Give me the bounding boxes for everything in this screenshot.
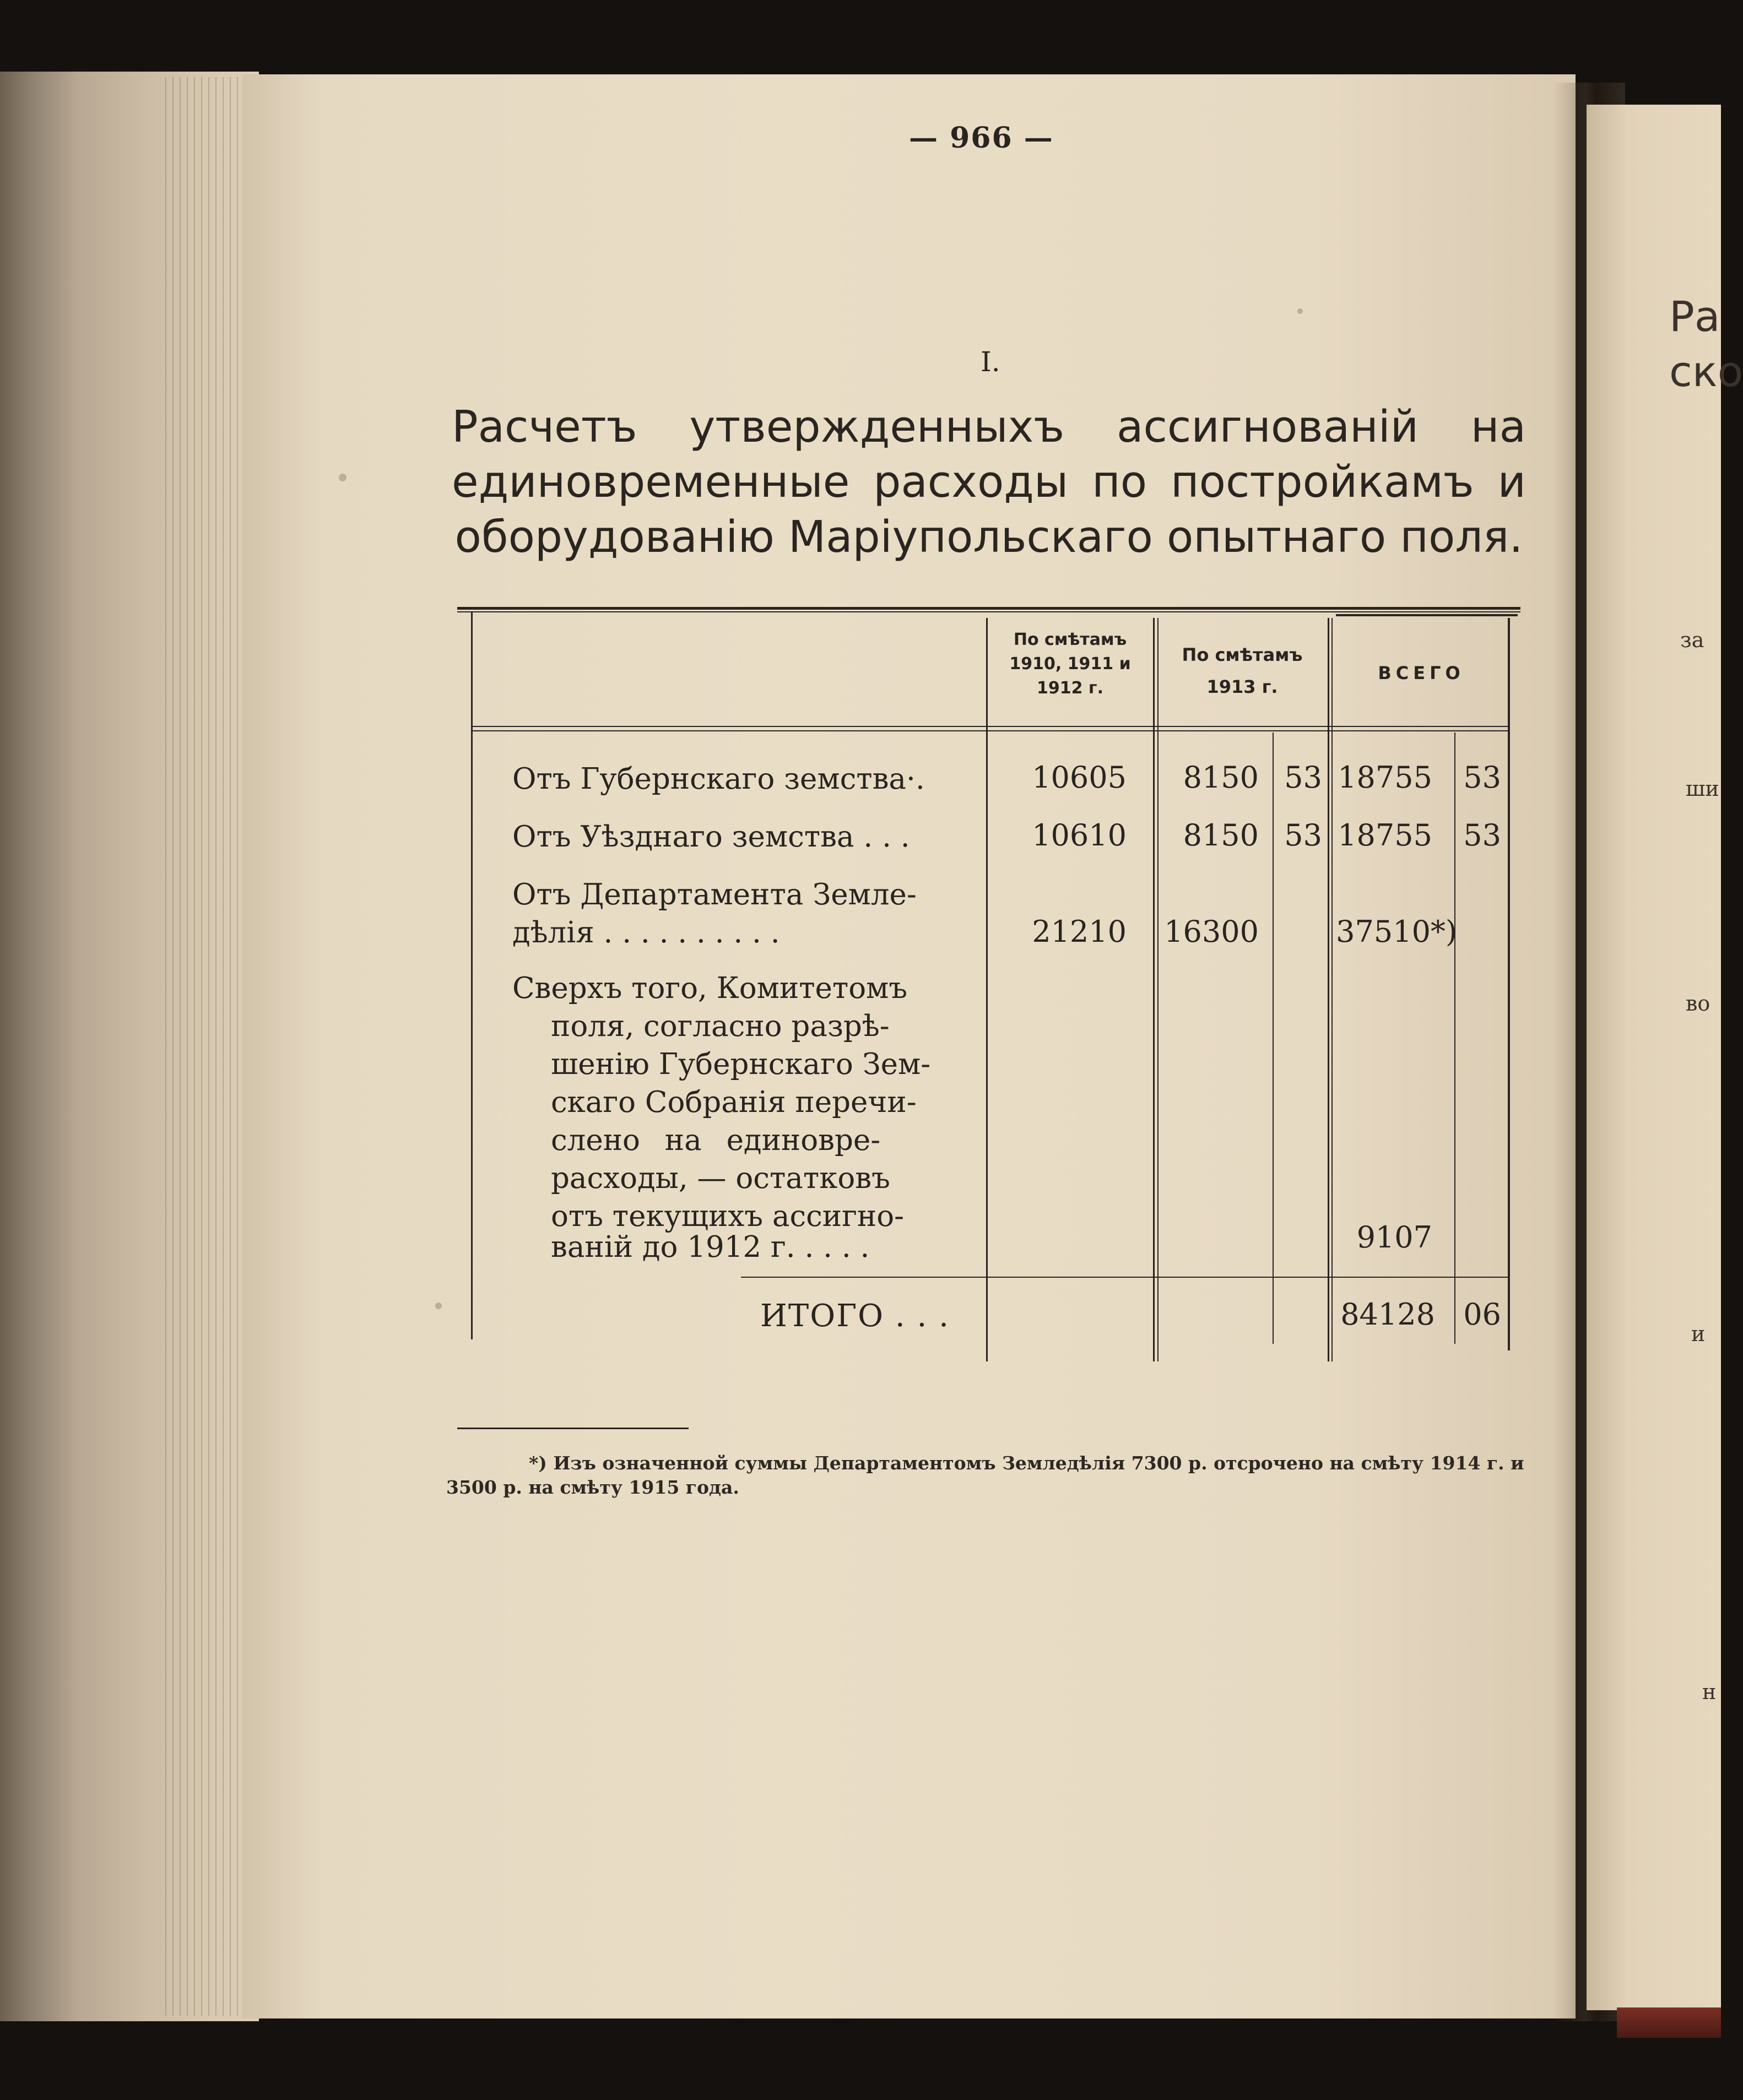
cell-r3-c3: 37510*) <box>1336 914 1457 949</box>
footnote: *) Изъ означенной суммы Департаментомъ Земледѣлія 7300 р. отсрочено на смѣту 1914 г. и 3500 р. на смѣту 1915 года. <box>446 1452 1524 1498</box>
cell-r3-c1: 21210 <box>1032 914 1127 949</box>
header-col-total: ВСЕГО <box>1378 663 1465 683</box>
cell-r2-c3-kop: 53 <box>1463 818 1501 853</box>
header-col-1910-1912: По смѣтамъ 1910, 1911 и 1912 г. <box>1009 630 1131 698</box>
cell-r4-c3: 9107 <box>1356 1220 1432 1255</box>
row-label-sverkh-3: шенію Губернскаго Зем- <box>551 1048 931 1081</box>
row-label-sverkh-4: скаго Собранія перечи- <box>551 1086 917 1119</box>
cell-r1-c3-kop: 53 <box>1463 760 1501 795</box>
section-number: I. <box>981 346 1000 378</box>
total-label: ИТОГО . . . <box>760 1298 950 1334</box>
cell-r1-c1: 10605 <box>1032 760 1127 795</box>
cell-r1-c3: 18755 <box>1338 760 1432 795</box>
cell-r2-c1: 10610 <box>1032 818 1127 853</box>
book-cover-edge <box>1617 2007 1721 2038</box>
total-c3: 84128 <box>1340 1297 1435 1332</box>
facing-fragment-1: за <box>1680 628 1704 652</box>
paper-spot <box>1297 308 1303 314</box>
row-label-sverkh-2: поля, согласно разрѣ- <box>551 1010 890 1043</box>
header-col-1913: По смѣтамъ 1913 г. <box>1182 644 1303 697</box>
row-label-sverkh-1: Сверхъ того, Комитетомъ <box>512 972 908 1005</box>
total-c3-kop: 06 <box>1463 1297 1501 1332</box>
cell-r2-c2-kop: 53 <box>1284 818 1322 853</box>
facing-fragment-5: н <box>1702 1680 1717 1704</box>
row-label-gubernskoe: Отъ Губернскаго земства·. <box>512 762 925 796</box>
row-label-departament-1: Отъ Департамента Земле- <box>512 878 917 911</box>
cell-r1-c2-kop: 53 <box>1284 760 1322 795</box>
footnote-rule <box>457 1428 689 1429</box>
row-label-uezdnoe: Отъ Уѣзднаго земства . . . <box>512 820 910 854</box>
row-label-sverkh-6: расходы, — остатковъ <box>551 1162 890 1195</box>
facing-heading-line-1: Ра <box>1669 292 1720 341</box>
cell-r3-c2: 16300 <box>1164 914 1259 949</box>
row-label-departament-2: дѣлія . . . . . . . . . . <box>512 916 780 949</box>
row-label-sverkh-7: отъ текущихъ ассигно- <box>551 1200 905 1233</box>
row-label-sverkh-8: ваній до 1912 г. . . . . <box>551 1230 870 1264</box>
facing-fragment-3: во <box>1686 991 1710 1016</box>
cell-r2-c2: 8150 <box>1183 818 1259 853</box>
cell-r1-c2: 8150 <box>1183 760 1259 795</box>
paper-spot <box>435 1303 442 1309</box>
facing-fragment-2: ши <box>1686 777 1719 801</box>
paper-spot <box>339 474 347 481</box>
facing-fragment-4: и <box>1691 1322 1706 1346</box>
document-title: Расчетъ утвержденныхъ ассигнованій на единовременные расходы по постройкамъ и оборудованію Маріупольскаго опытнаго поля. <box>452 401 1526 562</box>
row-label-sverkh-5: слено на единовре- <box>551 1124 881 1157</box>
facing-heading-line-2: ско <box>1669 347 1743 396</box>
page-number: — 966 — <box>909 121 1054 155</box>
cell-r2-c3: 18755 <box>1338 818 1432 853</box>
